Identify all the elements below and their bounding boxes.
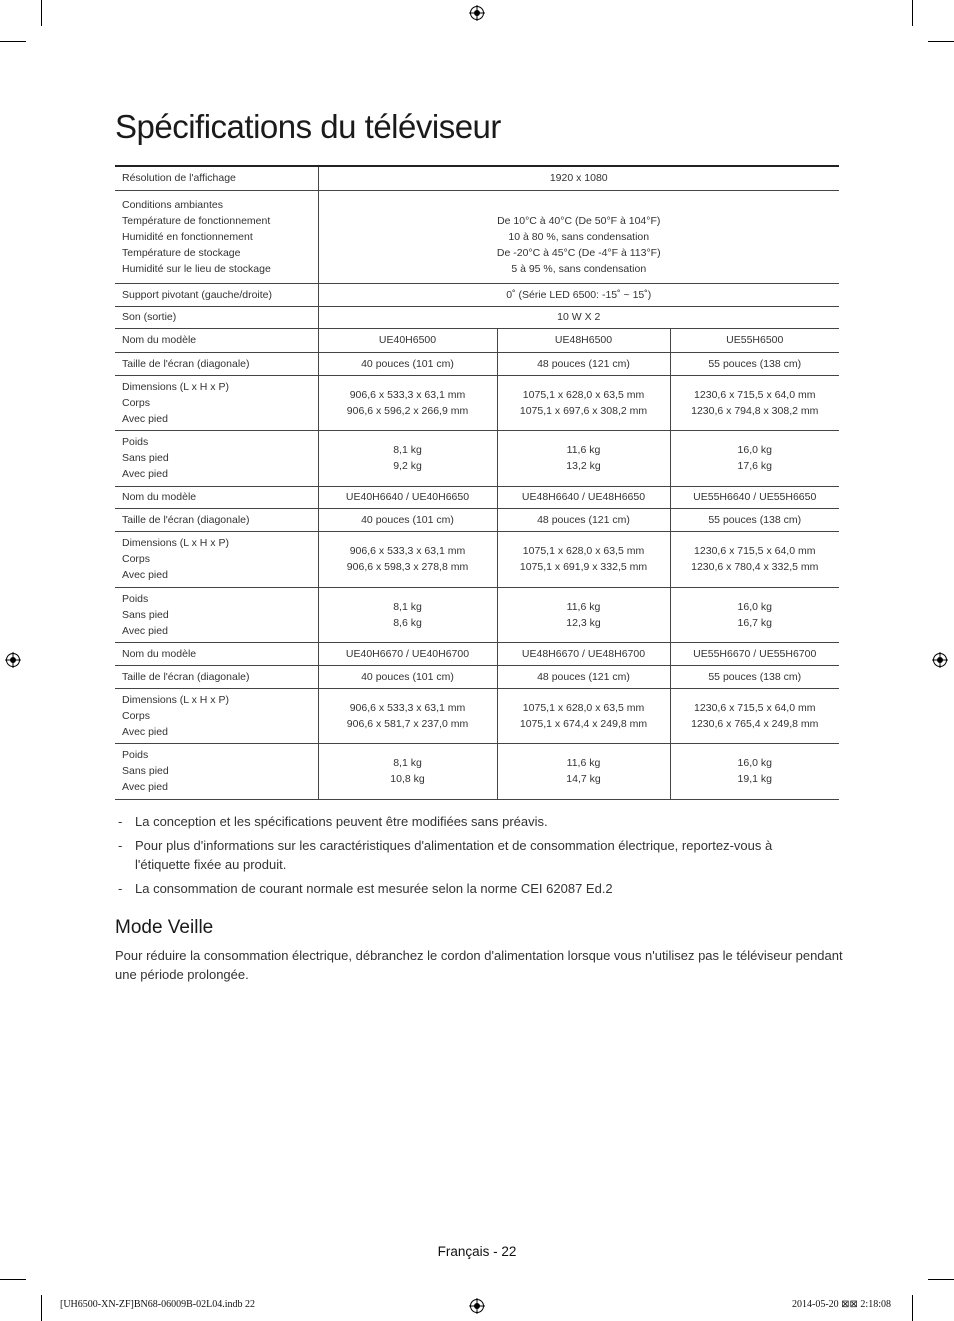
spec-label bbox=[115, 508, 318, 531]
spec-row bbox=[115, 306, 839, 328]
spec-value bbox=[318, 587, 497, 642]
spec-value-line: 55 pouces (138 cm) bbox=[708, 670, 802, 683]
spec-row bbox=[115, 166, 839, 190]
spec-row bbox=[115, 508, 839, 531]
spec-row bbox=[115, 283, 839, 306]
spec-row bbox=[115, 688, 839, 743]
spec-value bbox=[497, 508, 670, 531]
spec-value-line: De -20°C à 45°C (De -4°F à 113°F) bbox=[496, 246, 661, 259]
spec-value bbox=[670, 486, 839, 508]
spec-value bbox=[318, 190, 839, 283]
registration-mark-icon bbox=[469, 1298, 485, 1314]
spec-value bbox=[670, 587, 839, 642]
spec-value-line: 1920 x 1080 bbox=[549, 172, 608, 185]
spec-value-line: 906,6 x 533,3 x 63,1 mm bbox=[349, 701, 466, 714]
spec-value-line: 906,6 x 533,3 x 63,1 mm bbox=[349, 388, 466, 401]
spec-value bbox=[318, 743, 497, 799]
spec-value-line: 11,6 kg bbox=[566, 757, 601, 769]
spec-label bbox=[115, 665, 318, 688]
crop-mark bbox=[912, 1295, 913, 1321]
spec-value bbox=[670, 328, 839, 352]
spec-value bbox=[497, 486, 670, 508]
spec-value bbox=[670, 642, 839, 665]
spec-value bbox=[670, 531, 839, 587]
spec-value-line: UE48H6500 bbox=[554, 334, 613, 346]
spec-value-line: 906,6 x 581,7 x 237,0 mm bbox=[346, 717, 469, 730]
spec-value bbox=[318, 166, 839, 190]
spec-value bbox=[318, 531, 497, 587]
spec-label bbox=[115, 166, 318, 190]
spec-value-line: UE55H6640 / UE55H6650 bbox=[693, 491, 817, 503]
crop-mark bbox=[928, 1279, 954, 1280]
spec-value bbox=[497, 688, 670, 743]
spec-label-line: Support pivotant (gauche/droite) bbox=[122, 288, 273, 301]
spec-value-line: 1230,6 x 794,8 x 308,2 mm bbox=[691, 404, 819, 417]
spec-value-line: 906,6 x 598,3 x 278,8 mm bbox=[346, 561, 469, 573]
standby-text: Pour réduire la consommation électrique, débranchez le cordon d'alimentation lorsque vous n'utilisez pas le téléviseur pendant une période prolongée. bbox=[115, 948, 843, 982]
note-text: La consommation de courant normale est mesurée selon la norme CEI 62087 Ed.2 bbox=[135, 881, 613, 896]
spec-value-line: 55 pouces (138 cm) bbox=[708, 513, 802, 526]
standby-heading: Mode Veille bbox=[115, 917, 214, 938]
spec-value bbox=[497, 328, 670, 352]
spec-label bbox=[115, 642, 318, 665]
spec-value bbox=[670, 430, 839, 486]
spec-label bbox=[115, 743, 318, 799]
page-title: Spécifications du téléviseur bbox=[115, 108, 501, 145]
note-item bbox=[115, 879, 815, 898]
spec-label bbox=[115, 306, 318, 328]
spec-value-line: 1230,6 x 715,5 x 64,0 mm bbox=[694, 701, 816, 714]
spec-label bbox=[115, 190, 318, 283]
spec-label-line: Humidité en fonctionnement bbox=[122, 230, 253, 243]
note-dash: - bbox=[118, 814, 123, 829]
spec-value-line: 8,1 kg bbox=[393, 757, 422, 769]
spec-row bbox=[115, 352, 839, 375]
spec-row bbox=[115, 430, 839, 486]
spec-value bbox=[318, 665, 497, 688]
registration-mark-icon bbox=[469, 5, 485, 21]
crop-mark bbox=[41, 0, 42, 26]
spec-label-line: Dimensions (L x H x P) bbox=[122, 693, 229, 706]
spec-value-line: 8,1 kg bbox=[393, 600, 422, 613]
spec-label bbox=[115, 352, 318, 375]
spec-label-line: Avec pied bbox=[122, 624, 168, 637]
spec-label-line: Son (sortie) bbox=[122, 311, 177, 323]
registration-mark-icon bbox=[5, 652, 21, 668]
spec-value-line: 1075,1 x 628,0 x 63,5 mm bbox=[522, 701, 645, 714]
spec-table bbox=[115, 165, 839, 800]
spec-value-line: 1230,6 x 765,4 x 249,8 mm bbox=[691, 717, 819, 730]
spec-label-line: Avec pied bbox=[122, 725, 168, 738]
spec-value-line: 1075,1 x 628,0 x 63,5 mm bbox=[522, 545, 645, 557]
spec-value bbox=[497, 430, 670, 486]
note-item bbox=[115, 836, 815, 874]
note-item bbox=[115, 812, 815, 831]
crop-mark bbox=[41, 1295, 42, 1321]
spec-value-line: 16,0 kg bbox=[737, 444, 772, 456]
spec-value bbox=[497, 531, 670, 587]
spec-value-line: 1075,1 x 674,4 x 249,8 mm bbox=[519, 717, 648, 730]
spec-value bbox=[670, 665, 839, 688]
spec-label bbox=[115, 486, 318, 508]
spec-label-line: Avec pied bbox=[122, 468, 168, 480]
spec-label-line: Température de stockage bbox=[122, 246, 241, 259]
spec-value bbox=[318, 283, 839, 306]
spec-value bbox=[318, 375, 497, 430]
spec-value-line: UE40H6670 / UE40H6700 bbox=[345, 647, 470, 660]
spec-value-line: 906,6 x 533,3 x 63,1 mm bbox=[349, 545, 466, 557]
spec-value-line bbox=[319, 197, 840, 213]
spec-value-line: 19,1 kg bbox=[737, 773, 772, 785]
spec-label-line: Taille de l'écran (diagonale) bbox=[122, 513, 250, 526]
spec-value-line: 12,3 kg bbox=[566, 616, 601, 629]
spec-value bbox=[670, 688, 839, 743]
spec-value-line: 10 à 80 %, sans condensation bbox=[508, 230, 650, 243]
spec-value-line: UE55H6500 bbox=[726, 334, 784, 346]
spec-label-line: Résolution de l'affichage bbox=[122, 172, 236, 185]
note-dash: - bbox=[118, 838, 123, 853]
spec-label bbox=[115, 283, 318, 306]
spec-value-line: 1230,6 x 715,5 x 64,0 mm bbox=[694, 545, 816, 557]
spec-label-line: Avec pied bbox=[122, 781, 168, 793]
spec-value-line: 10 W X 2 bbox=[557, 311, 601, 323]
note-dash: - bbox=[118, 881, 123, 896]
spec-label-line: Humidité sur le lieu de stockage bbox=[122, 262, 271, 275]
registration-mark-icon bbox=[932, 652, 948, 668]
spec-value-line: 48 pouces (121 cm) bbox=[537, 513, 630, 526]
spec-label-line: Sans pied bbox=[122, 765, 169, 777]
spec-row bbox=[115, 587, 839, 642]
spec-value-line: 5 à 95 %, sans condensation bbox=[511, 262, 647, 275]
spec-value bbox=[497, 743, 670, 799]
spec-value-line: 906,6 x 596,2 x 266,9 mm bbox=[346, 404, 469, 417]
spec-row bbox=[115, 642, 839, 665]
spec-value-line: 17,6 kg bbox=[737, 460, 772, 472]
spec-value-line: 11,6 kg bbox=[566, 444, 601, 456]
spec-value bbox=[318, 508, 497, 531]
spec-label-line: Avec pied bbox=[122, 412, 168, 425]
spec-value-line: 1075,1 x 628,0 x 63,5 mm bbox=[522, 388, 645, 401]
spec-row bbox=[115, 375, 839, 430]
spec-value-line: 40 pouces (101 cm) bbox=[361, 670, 454, 683]
spec-value bbox=[497, 352, 670, 375]
spec-value-line: 11,6 kg bbox=[566, 600, 601, 613]
spec-value-line: 9,2 kg bbox=[393, 460, 422, 472]
spec-value bbox=[318, 306, 839, 328]
crop-mark bbox=[912, 0, 913, 26]
spec-value-line: UE55H6670 / UE55H6700 bbox=[693, 647, 817, 660]
spec-value bbox=[318, 486, 497, 508]
spec-value-line: UE40H6640 / UE40H6650 bbox=[345, 491, 470, 503]
spec-label-line: Température de fonctionnement bbox=[122, 214, 271, 227]
crop-mark bbox=[0, 1279, 26, 1280]
spec-row bbox=[115, 190, 839, 283]
spec-value-line: 13,2 kg bbox=[566, 460, 601, 472]
spec-value bbox=[318, 688, 497, 743]
spec-value-line: 8,6 kg bbox=[393, 616, 422, 629]
spec-label-line: Avec pied bbox=[122, 569, 168, 581]
spec-value-line: 16,7 kg bbox=[737, 616, 772, 629]
spec-label-line: Conditions ambiantes bbox=[122, 198, 223, 211]
spec-row bbox=[115, 486, 839, 508]
spec-value-line: 40 pouces (101 cm) bbox=[361, 513, 454, 526]
spec-label-line: Dimensions (L x H x P) bbox=[122, 380, 229, 393]
spec-label-line: Sans pied bbox=[122, 452, 169, 464]
spec-value bbox=[318, 430, 497, 486]
crop-mark bbox=[0, 41, 26, 42]
spec-value bbox=[497, 642, 670, 665]
spec-label bbox=[115, 587, 318, 642]
spec-label-line: Poids bbox=[122, 749, 149, 761]
spec-value-line: 8,1 kg bbox=[393, 444, 422, 456]
spec-value-line: 16,0 kg bbox=[737, 757, 772, 769]
spec-value bbox=[670, 352, 839, 375]
spec-value-line: 16,0 kg bbox=[737, 600, 772, 613]
spec-value-line: 55 pouces (138 cm) bbox=[708, 357, 802, 370]
spec-label-line: Corps bbox=[122, 396, 151, 409]
spec-label-line: Taille de l'écran (diagonale) bbox=[122, 670, 250, 683]
spec-label-line: Nom du modèle bbox=[122, 647, 197, 660]
spec-row bbox=[115, 743, 839, 799]
spec-value-line: 14,7 kg bbox=[566, 773, 601, 785]
spec-value bbox=[670, 375, 839, 430]
spec-label-line: Sans pied bbox=[122, 608, 169, 621]
spec-label-line: Poids bbox=[122, 592, 149, 605]
spec-value-line: 1230,6 x 780,4 x 332,5 mm bbox=[691, 561, 819, 573]
spec-row bbox=[115, 328, 839, 352]
spec-label bbox=[115, 328, 318, 352]
spec-label-line: Corps bbox=[122, 709, 151, 722]
spec-value bbox=[497, 665, 670, 688]
spec-value-line: 1075,1 x 697,6 x 308,2 mm bbox=[519, 404, 648, 417]
spec-table-body bbox=[115, 166, 839, 799]
spec-label-line: Nom du modèle bbox=[122, 491, 197, 503]
spec-label-line: Taille de l'écran (diagonale) bbox=[122, 357, 250, 370]
spec-label bbox=[115, 375, 318, 430]
spec-label-line: Corps bbox=[122, 553, 151, 565]
spec-value-line: 1230,6 x 715,5 x 64,0 mm bbox=[694, 388, 816, 401]
spec-label bbox=[115, 430, 318, 486]
notes-list bbox=[115, 812, 815, 903]
spec-value-line: UE48H6640 / UE48H6650 bbox=[521, 491, 646, 503]
note-text: Pour plus d'informations sur les caractéristiques d'alimentation et de consommation électrique, reportez-vous à l'étiquette fixée au produit. bbox=[135, 838, 773, 872]
spec-row bbox=[115, 531, 839, 587]
footer-file: [UH6500-XN-ZF]BN68-06009B-02L04.indb 22 bbox=[60, 1299, 255, 1310]
spec-value bbox=[318, 352, 497, 375]
note-text: La conception et les spécifications peuvent être modifiées sans préavis. bbox=[135, 814, 548, 829]
spec-label bbox=[115, 531, 318, 587]
crop-mark bbox=[928, 41, 954, 42]
spec-value-line: 48 pouces (121 cm) bbox=[537, 357, 630, 370]
spec-value bbox=[318, 328, 497, 352]
spec-label-line: Poids bbox=[122, 436, 149, 448]
spec-label bbox=[115, 688, 318, 743]
spec-value-line: UE40H6500 bbox=[378, 334, 437, 346]
spec-value bbox=[318, 642, 497, 665]
spec-value bbox=[497, 375, 670, 430]
spec-value bbox=[497, 587, 670, 642]
spec-value-line: De 10°C à 40°C (De 50°F à 104°F) bbox=[497, 214, 661, 227]
spec-row bbox=[115, 665, 839, 688]
spec-value-line: UE48H6670 / UE48H6700 bbox=[521, 647, 646, 660]
spec-value-line: 10,8 kg bbox=[390, 773, 425, 785]
footer-timestamp: 2014-05-20 ⊠⊠ 2:18:08 bbox=[792, 1299, 891, 1310]
spec-value-line: 40 pouces (101 cm) bbox=[361, 357, 454, 370]
spec-value bbox=[670, 508, 839, 531]
spec-value-line: 0˚ (Série LED 6500: -15˚ ~ 15˚) bbox=[506, 288, 652, 301]
page-number: Français - 22 bbox=[437, 1244, 517, 1259]
spec-label-line: Dimensions (L x H x P) bbox=[122, 537, 229, 549]
spec-value-line: 1075,1 x 691,9 x 332,5 mm bbox=[519, 561, 648, 573]
spec-label-line: Nom du modèle bbox=[122, 334, 197, 346]
spec-value bbox=[670, 743, 839, 799]
spec-value-line: 48 pouces (121 cm) bbox=[537, 670, 630, 683]
